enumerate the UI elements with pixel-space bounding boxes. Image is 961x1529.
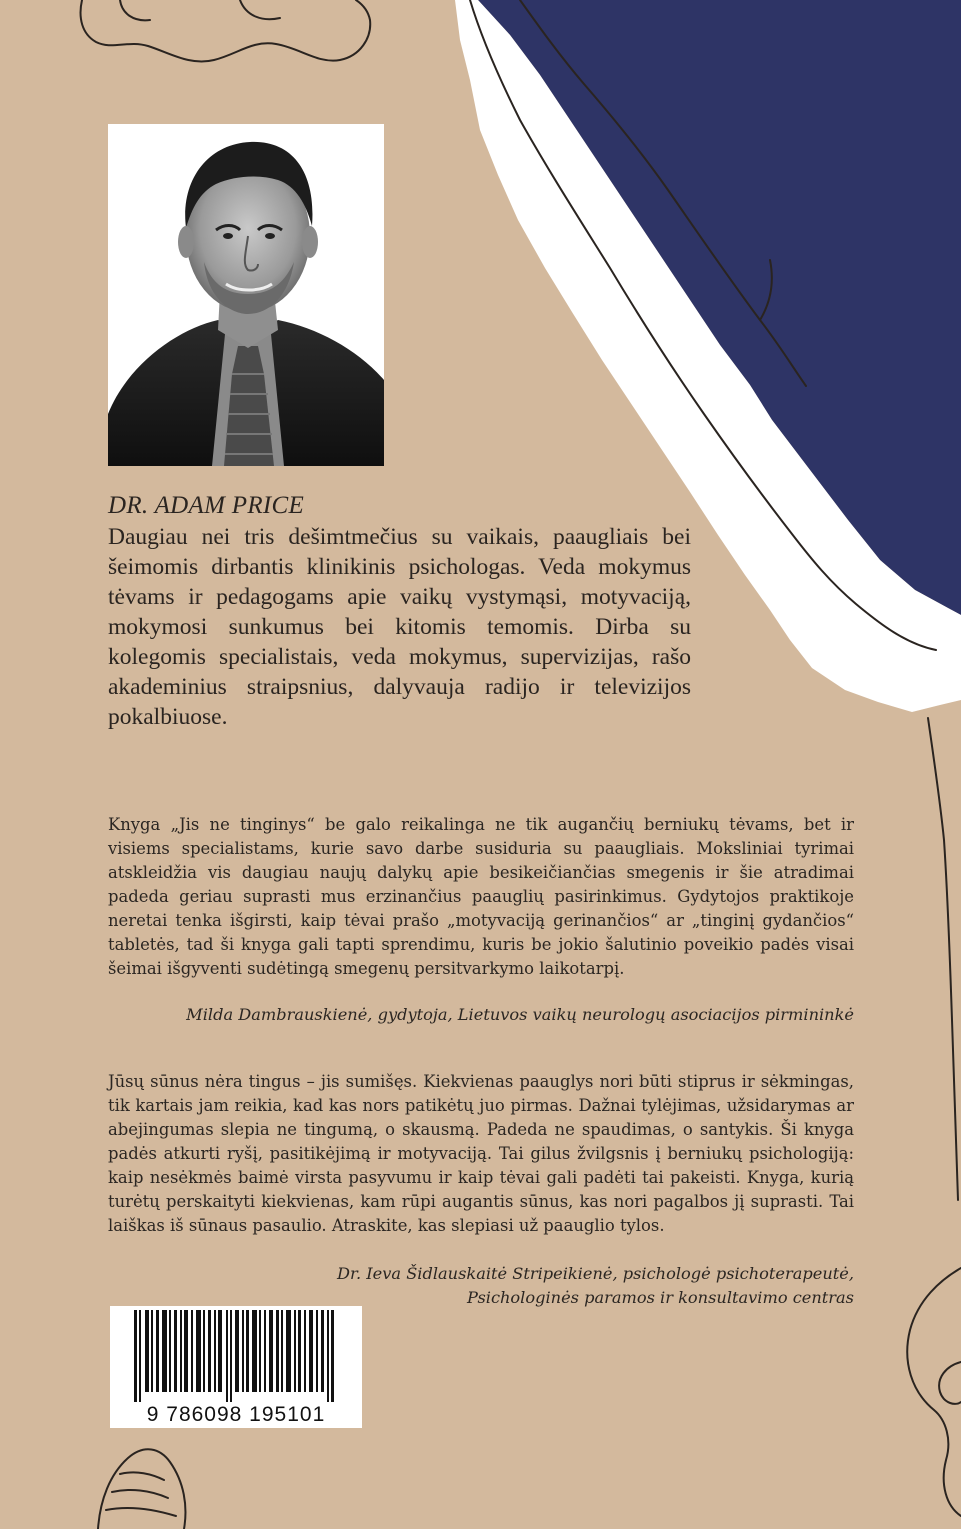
- author-portrait-image: [108, 124, 384, 466]
- sketch-right-head: [907, 1268, 961, 1516]
- sketch-right-column: [928, 718, 958, 1200]
- review-text-1: Knyga „Jis ne tinginys“ be galo reikalinga ne tik augančių berniukų tėvams, bet ir visiems specialistams, kurie savo darbe susiduria su paaugliais. Moksliniai tyrimai atskleidžia vis daugiau naujų dalykų apie besikeičiančias smegenis ir šie atradimai padeda geriau suprasti mus erzinančius paauglių pasirinkimus. Gydytojos praktikoje neretai tenka išgirsti, kaip tėvai prašo „motyvaciją gerinančios“ ar „tinginį gydančios“ tabletės, tad ši knyga gali tapti sprendimu, kuris be jokio šalutinio poveikio padės visai šeimai išgyventi sudėtingą smegenų persitvarkymo laikotarpį.: [108, 815, 854, 978]
- author-photo: [108, 124, 384, 466]
- author-bio: Daugiau nei tris dešimtmečius su vaikais, paaugliais bei šeimomis dirbantis klinikinis psichologas. Veda mokymus tėvams ir pedagogams apie vaikų vystymąsi, motyvaciją, mokymosi sunkumus bei kitomis temomis. Dirba su kolegomis specialistais, veda mokymus, supervizijas, rašo akademinius straipsnius, dalyvauja radijo ir televizijos pokalbiuose.: [108, 524, 691, 730]
- sketch-bottom-shell-ridges: [106, 1472, 176, 1516]
- isbn-barcode: [110, 1306, 362, 1428]
- review-attribution-2: [337, 1262, 854, 1310]
- review-attribution-2-line1: Dr. Ieva Šidlauskaitė Stripeikienė, psichologė psichoterapeutė,: [337, 1264, 854, 1283]
- author-section: [108, 492, 691, 732]
- review-attribution-1-line1: Milda Dambrauskienė, gydytoja, Lietuvos vaikų neurologų asociacijos pirmininkė: [186, 1005, 854, 1024]
- review-attribution-1: [186, 1003, 854, 1027]
- sketch-top-left-inner: [120, 0, 280, 20]
- review-text-2: Jūsų sūnus nėra tingus – jis sumišęs. Kiekvienas paauglys nori būti stiprus ir sėkmingas, tik kartais jam reikia, kad kas nors patikėtų juo pirmas. Dažnai tylėjimas, užsidarymas ar abejingumas slepia ne tingumą, o skausmą. Padeda ne spaudimas, o santykis. Ši knyga padės atkurti ryšį, pasitikėjimą ir motyvaciją. Tai gilus žvilgsnis į berniukų psichologiją: kaip nesėkmės baimė virsta pasyvumu ir kaip tėvai gali padėti tai pakeisti. Knyga, kurią turėtų perskaityti kiekvienas, kam rūpi augantis sūnus, kas nori pagalbos jį suprasti. Tai laiškas iš sūnaus pasaulio. Atraskite, kas slepiasi už paauglio tylos.: [108, 1072, 854, 1235]
- author-name: DR. ADAM PRICE: [108, 492, 305, 519]
- barcode-bars: [110, 1306, 362, 1402]
- sketch-right-ear: [939, 1362, 961, 1404]
- sketch-bottom-shell: [98, 1449, 185, 1529]
- review-attribution-2-line2: Psichologinės paramos ir konsultavimo centras: [467, 1288, 854, 1307]
- isbn-number: 9 786098 195101: [146, 1403, 326, 1426]
